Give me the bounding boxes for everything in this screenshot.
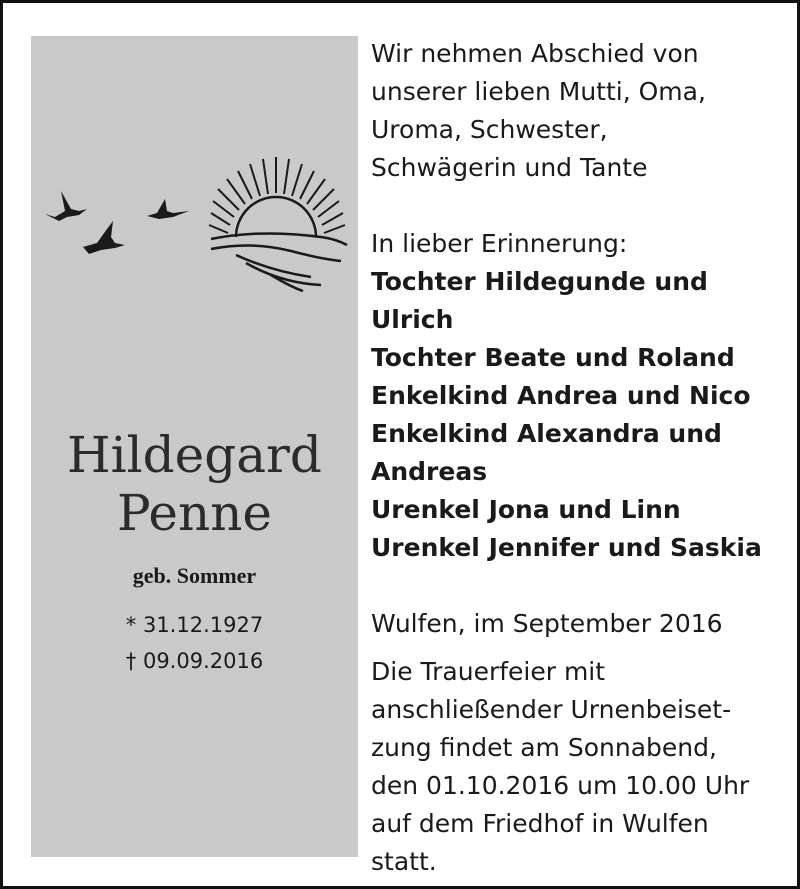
mourner-line: Tochter Hildegunde und [371,267,708,296]
mourner-line: Tochter Beate und Roland [371,343,735,372]
funeral-line: Die Trauerfeier mit [371,657,606,686]
death-date: † 09.09.2016 [125,649,264,673]
intro-line: Uroma, Schwester, [371,115,608,144]
mourner-line: Enkelkind Andrea und Nico [371,381,751,410]
deceased-last-name: Penne [117,484,272,542]
mourner-line: Andreas [371,457,488,486]
name-panel [31,36,358,857]
funeral-line: anschließender Urnenbeiset- [371,695,732,724]
funeral-line: auf dem Friedhof in Wulfen [371,809,709,838]
spacer [371,187,791,225]
place-date: Wulfen, im September 2016 [371,609,723,638]
mourner-line: Ulrich [371,305,454,334]
memory-heading: In lieber Erinnerung: [371,229,628,258]
birds-and-sunset-icon [31,151,358,301]
notice-text [371,35,791,881]
funeral-line: den 01.10.2016 um 10.00 Uhr [371,771,750,800]
spacer [371,643,791,653]
deceased-first-name: Hildegard [67,426,322,484]
mourner-line: Urenkel Jennifer und Saskia [371,533,762,562]
intro-line: Wir nehmen Abschied von [371,39,699,68]
funeral-line: zung findet am Sonnabend, [371,733,717,762]
mourner-line: Urenkel Jona und Linn [371,495,681,524]
mourner-line: Enkelkind Alexandra und [371,419,722,448]
spacer [371,567,791,605]
birth-date: * 31.12.1927 [125,613,264,637]
funeral-line: statt. [371,847,437,876]
intro-line: Schwägerin und Tante [371,153,648,182]
intro-line: unserer lieben Mutti, Oma, [371,77,706,106]
maiden-name: geb. Sommer [132,563,257,588]
